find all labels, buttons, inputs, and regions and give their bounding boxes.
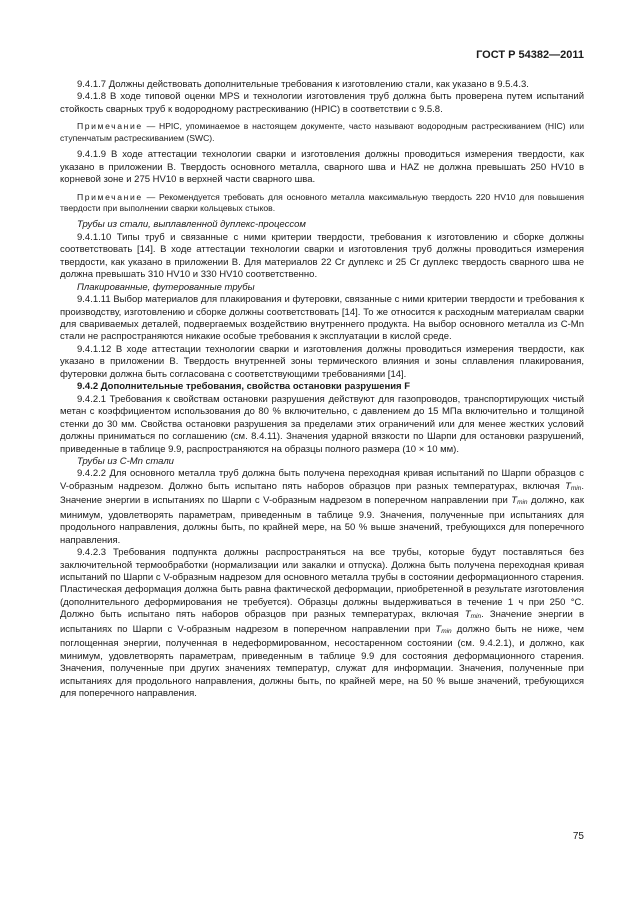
tmin-symbol xyxy=(511,495,527,506)
page-number: 75 xyxy=(572,831,584,842)
note-text: — Рекомендуется требовать для основного металла максимальную твердость 220 HV10 для повышения твердости при выполнении сварки кольцевых стыков. xyxy=(60,191,584,213)
paragraph-9-4-1-8: 9.4.1.8 В ходе типовой оценки MPS и технологии изготовления труб должна быть проверена путем испытаний стойкость сварных труб к водородному растрескиванию (HPIC) в соответствии с 9.5.8. xyxy=(60,91,584,115)
paragraph-9-4-2-2 xyxy=(60,468,584,547)
tmin-subscript: min xyxy=(517,499,528,507)
subheading-clad-lined-pipes: Плакированные, футерованные трубы xyxy=(77,281,255,293)
paragraph-9-4-1-10: 9.4.1.10 Типы труб и связанные с ними критерии твердости, требования к изготовлению и сборке должны соответствовать [14]. В ходе аттестации технологии сварки и изготовления труб должны проводиться измерения твердости, как указано в приложении B. Для материалов 22 Cr дуплекс и 25 Cr дуплекс твердость сварного шва не должна превышать 310 HV10 и 330 HV10 соответственно. xyxy=(60,231,584,281)
text-segment: должно быть не ниже, чем поглощенная энергии, полученная в недеформированном, несостаренном состоянии (см. 9.4.2.1), и должно, как минимум, удовлетворять параметрам, приведенным в таблице 9.9 для состояния деформационного старения. Значения, полученные при других значениях температур, служат для информации. Значения, полученные при испытаниях для продольного направления, должны быть, по крайней мере, на 50 % выше значений, требующихся для поперечного направления. xyxy=(60,623,585,700)
tmin-base: T xyxy=(435,623,442,635)
subheading-cmn-pipes: Трубы из C-Mn стали xyxy=(77,455,174,467)
page-body xyxy=(60,79,584,701)
tmin-base: T xyxy=(464,609,471,621)
tmin-base: T xyxy=(565,480,571,492)
tmin-symbol xyxy=(435,624,451,635)
paragraph-9-4-2-3 xyxy=(60,547,584,700)
text-segment: . Значение энергии в испытаниях по Шарпи с V-образным надрезом в поперечном направлении при xyxy=(60,609,584,635)
text-segment: . Значение энергии в испытаниях по Шарпи с V-образным надрезом в поперечном направлении при xyxy=(60,480,584,507)
note-label: Примечание xyxy=(77,191,143,202)
paragraph-9-4-1-11: 9.4.1.11 Выбор материалов для плакирования и футеровки, связанные с ними критерии твердости и требования к производству, изготовлению и сборке должны соответствовать [14]. То же относится к расходным материалам сварки для свариваемых деталей, подвергаемых воздействию внутреннего продукта. На выбор основного металла из C-Mn стали не распространяются никакие особые требования к эксплуатации в кислой среде. xyxy=(60,294,584,343)
paragraph-9-4-1-12: 9.4.1.12 В ходе аттестации технологии сварки и изготовления должны проводиться измерения твердости, как указано в приложении B. Твердость внутренней зоны термического влияния и зоны сплавления плакирования, футеровки должна быть согласована с соответствующими требованиями [14]. xyxy=(60,343,584,380)
document-id-header: ГОСТ Р 54382—2011 xyxy=(476,49,584,61)
text-segment: должно, как минимум, удовлетворять параметрам, приведенным в таблице 9.9. Значения, полученные при испытаниях для продольного направления, должны быть, по крайней мере, на 50 % выше значений, требующихся для поперечного направления. xyxy=(60,495,585,546)
paragraph-9-4-1-9: 9.4.1.9 В ходе аттестации технологии сварки и изготовления должны проводиться измерения твердости, как указано в приложении B. Твердость основного металла, сварного шва и HAZ не должна превышать 250 HV10 в корневой зоне и 275 HV10 в верхней части сварного шва. xyxy=(60,149,584,186)
text-segment: 9.4.2.2 Для основного металла труб должна быть получена переходная кривая испытаний по Шарпи образцов с V-образным надрезом. Должно быть испытано пять наборов образцов при разных температурах, включая xyxy=(60,468,584,492)
paragraph-9-4-1-7: 9.4.1.7 Должны действовать дополнительные требования к изготовлению стали, как указано в 9.5.4.3. xyxy=(77,79,529,90)
tmin-subscript: min xyxy=(470,613,482,621)
tmin-subscript: min xyxy=(441,627,452,635)
tmin-base: T xyxy=(511,495,518,507)
note-label: Примечание xyxy=(77,121,143,132)
paragraph-9-4-2-1: 9.4.2.1 Требования к свойствам остановки разрушения действуют для газопроводов, транспортирующих чистый метан с коэффициентом использования до 80 % включительно, с давлением до 15 МПа включительно и толщиной стенки до 30 мм. Свойства остановки разрушения за пределами этих ограничений или для менее жестких условий должны приниматься по соглашению (см. 8.4.11). Значения ударной вязкости по Шарпи для остановки разрушений, приведенные в таблице 9.9, распространяются на образцы полного размера (10 × 10 мм). xyxy=(60,393,584,455)
text-segment: 9.4.2.3 Требования подпункта должны распространяться на все трубы, которые будут поставляться без заключительной термообработки (нормализации или закалки и отпуска). Должна быть получена переходная кривая испытаний по Шарпи с V-образным надрезом для основного металла трубы в состоянии деформационного старения. Пластическая деформация должна быть равна фактической деформации, приобретенной в результате изготовления (дополнительного деформирования не требуется). Образцы должны выдерживаться в течение 1 ч при 250 °C. Должно быть испытано пять наборов образцов при разных температурах, включая xyxy=(60,547,584,621)
tmin-symbol xyxy=(465,609,481,620)
tmin-symbol xyxy=(565,481,581,492)
tmin-subscript: min xyxy=(570,484,582,492)
section-heading-9-4-2: 9.4.2 Дополнительные требования, свойства остановки разрушения F xyxy=(77,381,411,393)
subheading-duplex-pipes: Трубы из стали, выплавленной дуплекс-процессом xyxy=(77,219,306,231)
note-text: — HPIC, упоминаемое в настоящем документе, часто называют водородным растрескиванием (HIC) или ступенчатым растрескиванием (SWC). xyxy=(60,121,584,143)
note-hardness xyxy=(60,192,584,215)
note-hpic xyxy=(60,121,584,144)
